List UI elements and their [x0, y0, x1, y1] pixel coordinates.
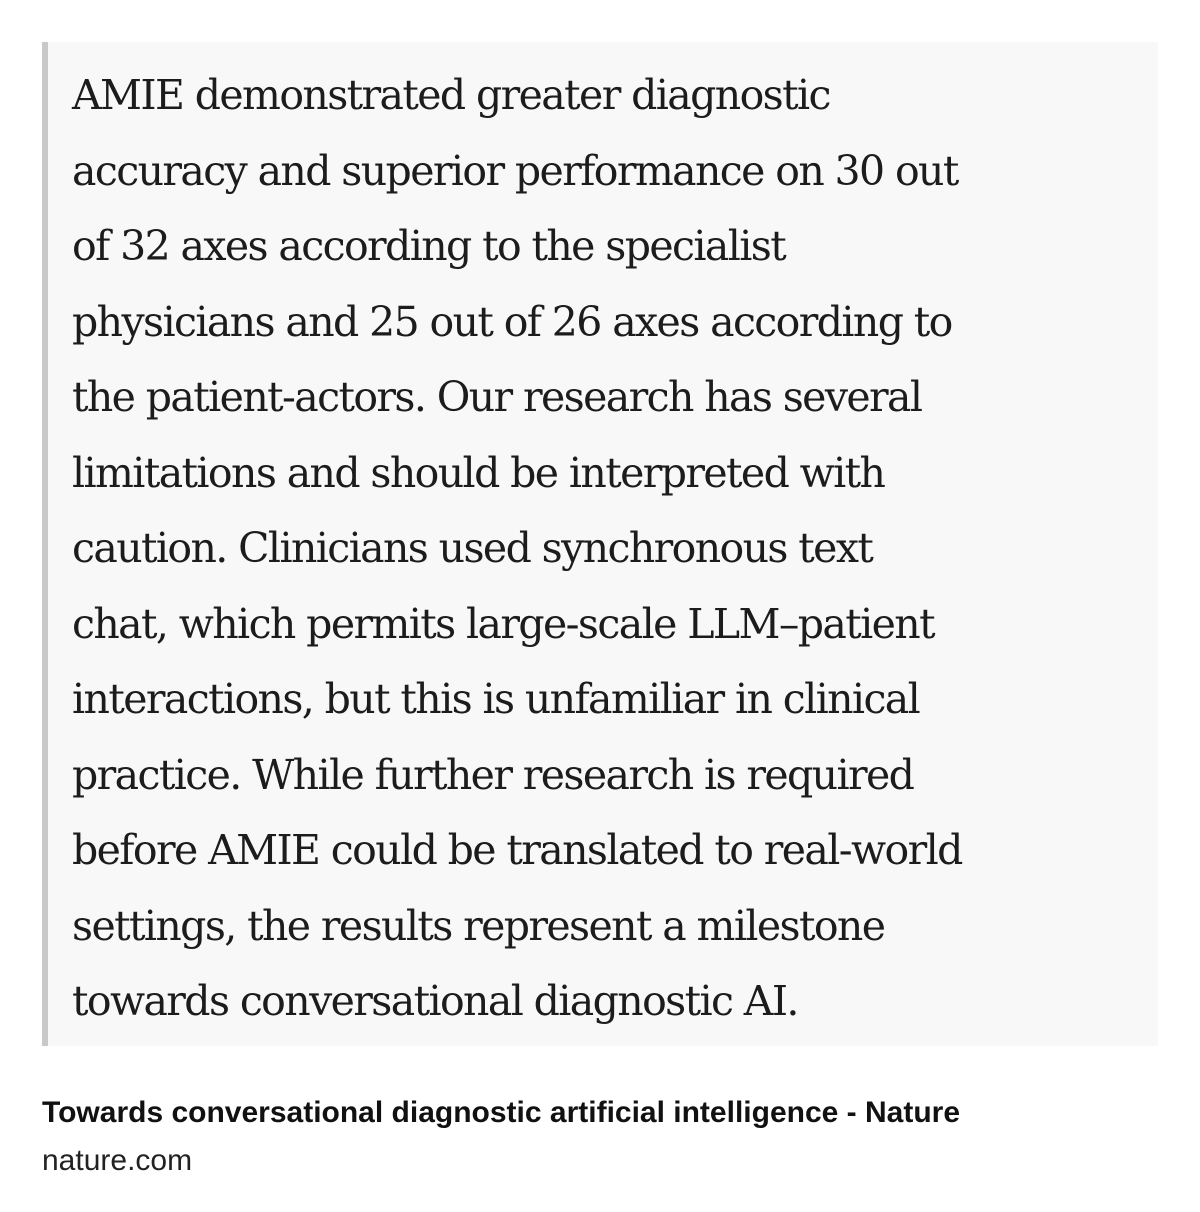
quote-line: practice. While further research is required: [72, 750, 914, 799]
quote-line: the patient-actors. Our research has several: [72, 373, 922, 421]
quote-line: settings, the results represent a milestone: [72, 901, 885, 950]
quote-line: physicians and 25 out of 26 axes according to: [72, 297, 952, 346]
quote-line: AMIE demonstrated greater diagnostic: [72, 71, 830, 119]
link-title[interactable]: Towards conversational diagnostic artificial intelligence - Nature: [42, 1096, 961, 1129]
quote-line: limitations and should be interpreted with: [72, 448, 885, 497]
quote-line: accuracy and superior performance on 30 out: [72, 146, 958, 195]
quote-line: of 32 axes according to the specialist: [72, 222, 786, 270]
quote-line: towards conversational diagnostic AI.: [72, 977, 798, 1025]
quote-line: chat, which permits large-scale LLM–patient: [72, 599, 934, 648]
link-domain: nature.com: [42, 1144, 193, 1177]
quote-line: interactions, but this is unfamiliar in clinical: [72, 675, 920, 723]
quote-text: [72, 58, 1152, 1040]
blockquote: [42, 42, 1158, 1046]
link-preview-card[interactable]: [42, 1090, 1162, 1186]
quote-line: caution. Clinicians used synchronous text: [72, 524, 873, 572]
quote-line: before AMIE could be translated to real-world: [72, 826, 962, 874]
